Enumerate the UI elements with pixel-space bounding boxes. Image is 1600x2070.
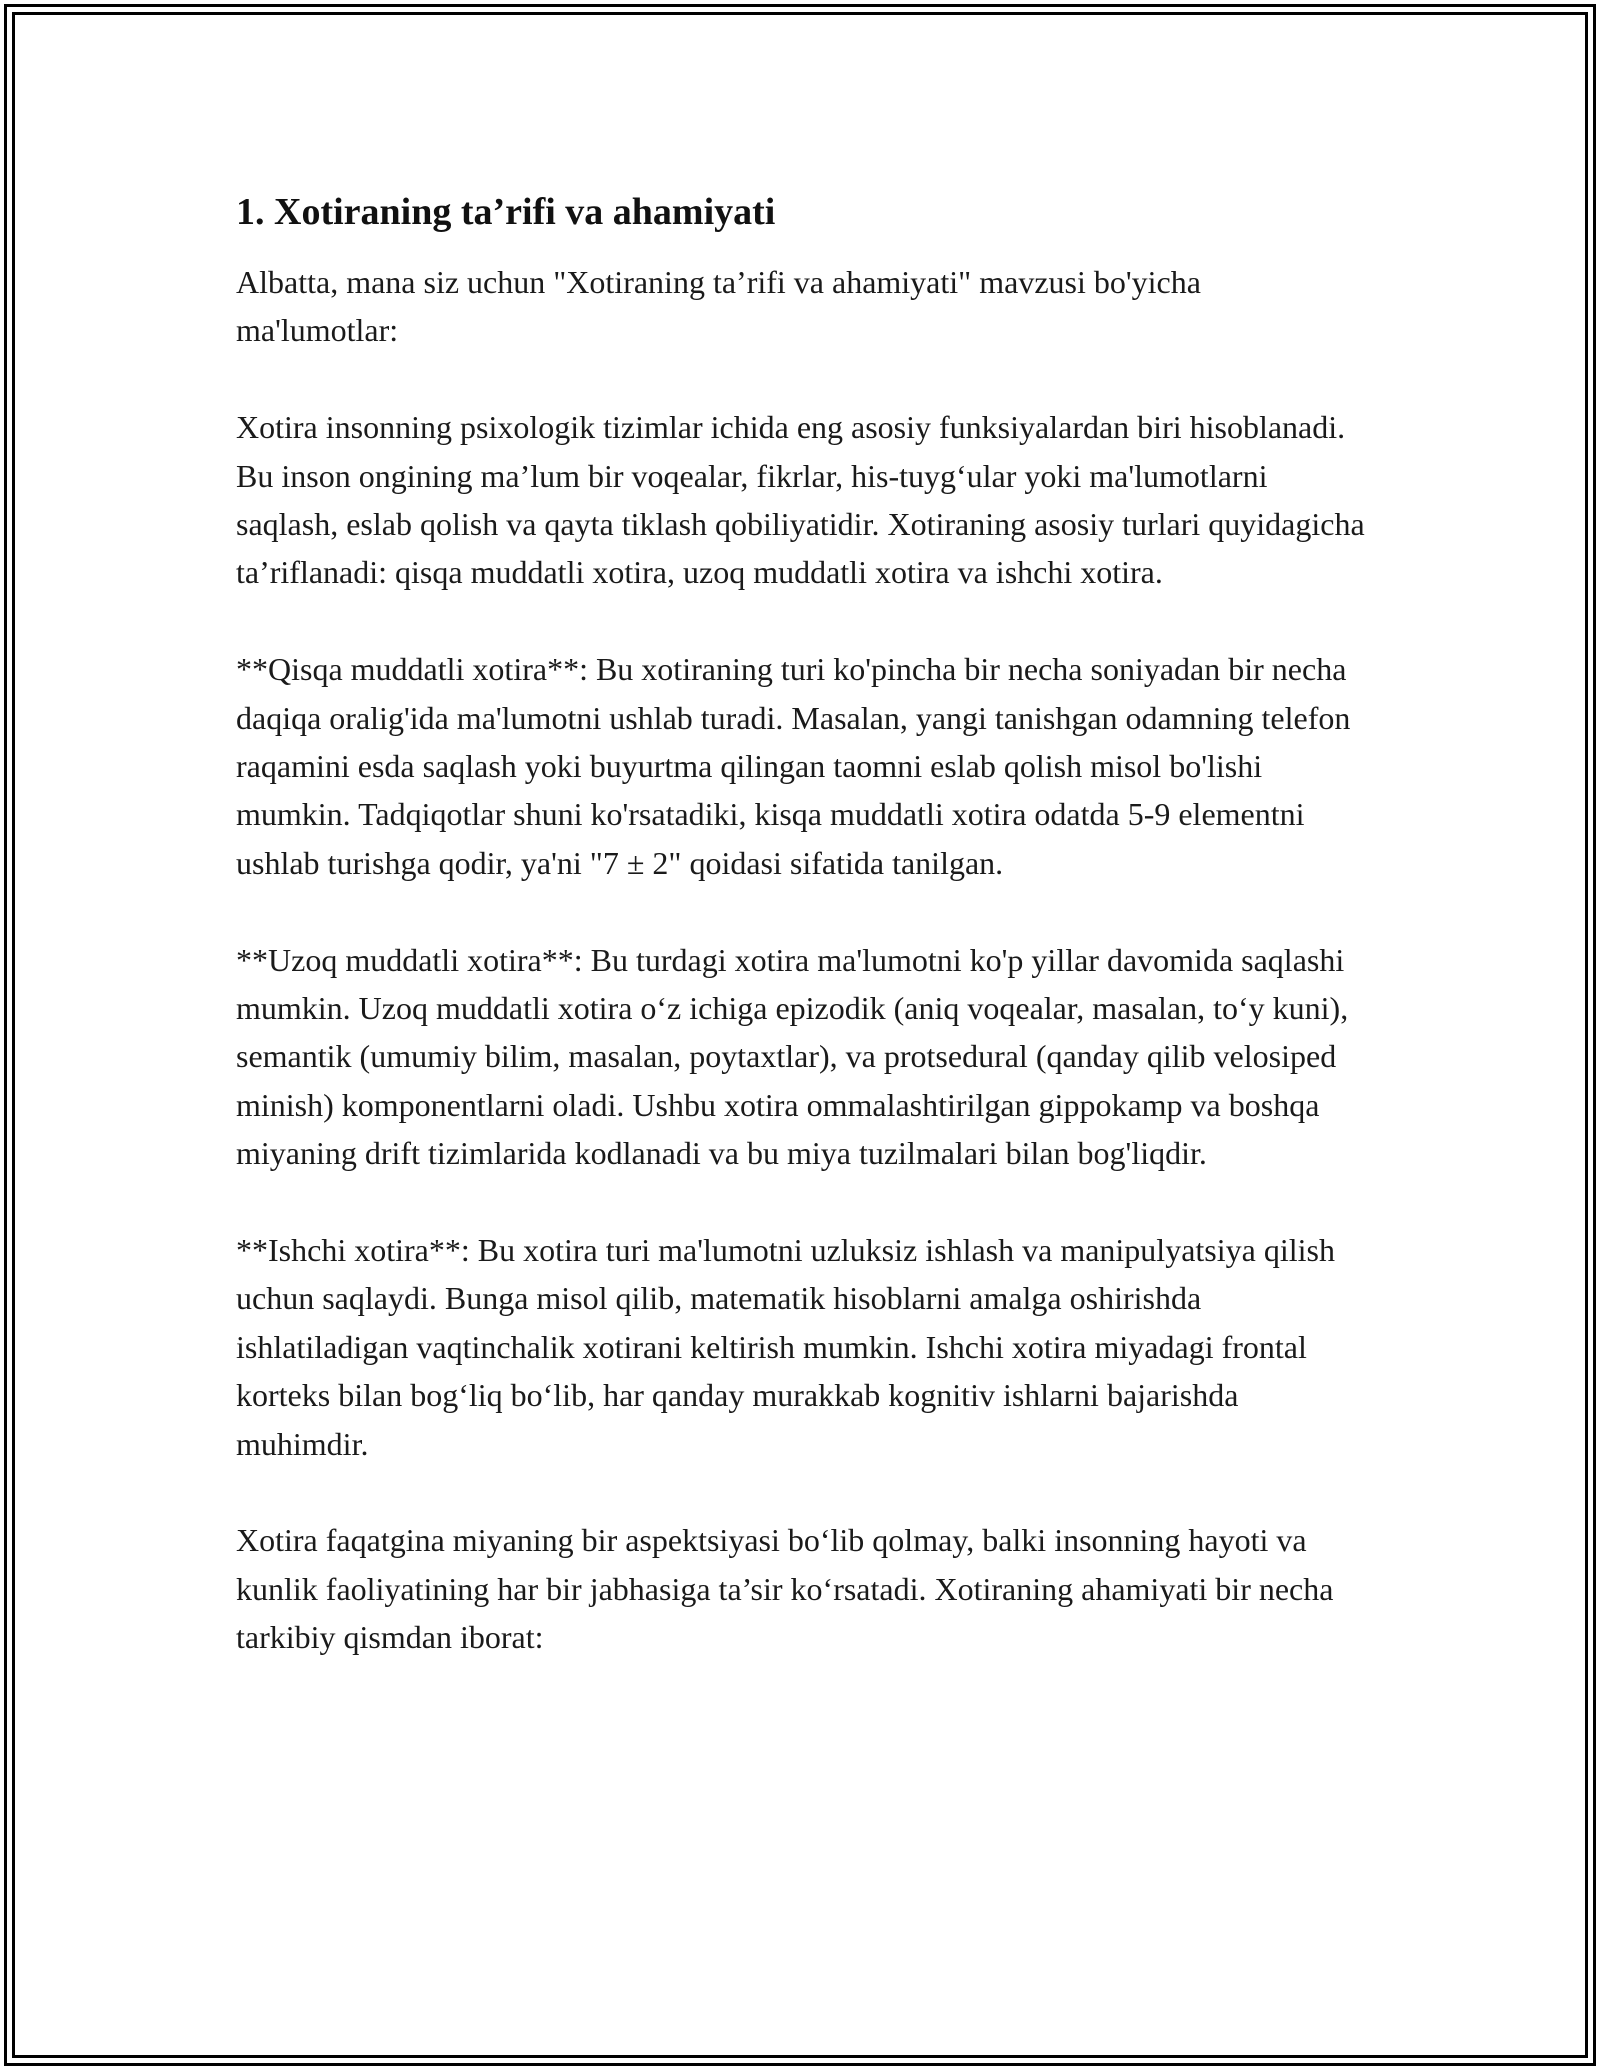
- long-term-memory-paragraph: **Uzoq muddatli xotira**: Bu turdagi xotira ma'lumotni ko'p yillar davomida saqlashi mumkin. Uzoq muddatli xotira o‘z ichiga epizodik (aniq voqealar, masalan, to‘y kuni), semantik (umumiy bilim, masalan, poytaxtlar), va protsedural (qanday qilib velosiped minish) komponentlarni oladi. Ushbu xotira ommalashtirilgan gippokamp va boshqa miyaning drift tizimlarida kodlanadi va bu miya tuzilmalari bilan bog'liqdir.: [236, 941, 1349, 1172]
- short-term-memory-paragraph: **Qisqa muddatli xotira**: Bu xotiraning turi ko'pincha bir necha soniyadan bir necha daqiqa oralig'ida ma'lumotni ushlab turadi. Masalan, yangi tanishgan odamning telefon raqamini esda saqlash yoki buyurtma qilingan taomni eslab qolish misol bo'lishi mumkin. Tadqiqotlar shuni ko'rsatadiki, kisqa muddatli xotira odatda 5-9 elementni ushlab turishga qodir, ya'ni "7 ± 2" qoidasi sifatida tanilgan.: [236, 651, 1351, 881]
- document-body: [236, 180, 1366, 1710]
- definition-paragraph: Xotira insonning psixologik tizimlar ichida eng asosiy funksiyalardan biri hisoblanadi. Bu inson ongining ma’lum bir voqealar, fikrlar, his-tuyg‘ular yoki ma'lumotlarni saqlash, eslab qolish va qayta tiklash qobiliyatidir. Xotiraning asosiy turlari quyidagicha ta’riflanadi: qisqa muddatli xotira, uzoq muddatli xotira va ishchi xotira.: [236, 409, 1365, 591]
- working-memory-paragraph: **Ishchi xotira**: Bu xotira turi ma'lumotni uzluksiz ishlash va manipulyatsiya qilish uchun saqlaydi. Bunga misol qilib, matematik hisoblarni amalga oshirishda ishlatiladigan vaqtinchalik xotirani keltirish mumkin. Ishchi xotira miyadagi frontal korteks bilan bog‘liq bo‘lib, har qanday murakkab kognitiv ishlarni bajarishda muhimdir.: [236, 1232, 1335, 1462]
- section-heading: 1. Xotiraning ta’rifi va ahamiyati: [236, 191, 776, 233]
- intro-paragraph: Albatta, mana siz uchun "Xotiraning ta’rifi va ahamiyati" mavzusi bo'yicha ma'lumotlar:: [236, 264, 1201, 349]
- importance-paragraph: Xotira faqatgina miyaning bir aspektsiyasi bo‘lib qolmay, balki insonning hayoti va kunlik faoliyatining har bir jabhasiga ta’sir ko‘rsatadi. Xotiraning ahamiyati bir necha tarkibiy qismdan iborat:: [236, 1522, 1334, 1656]
